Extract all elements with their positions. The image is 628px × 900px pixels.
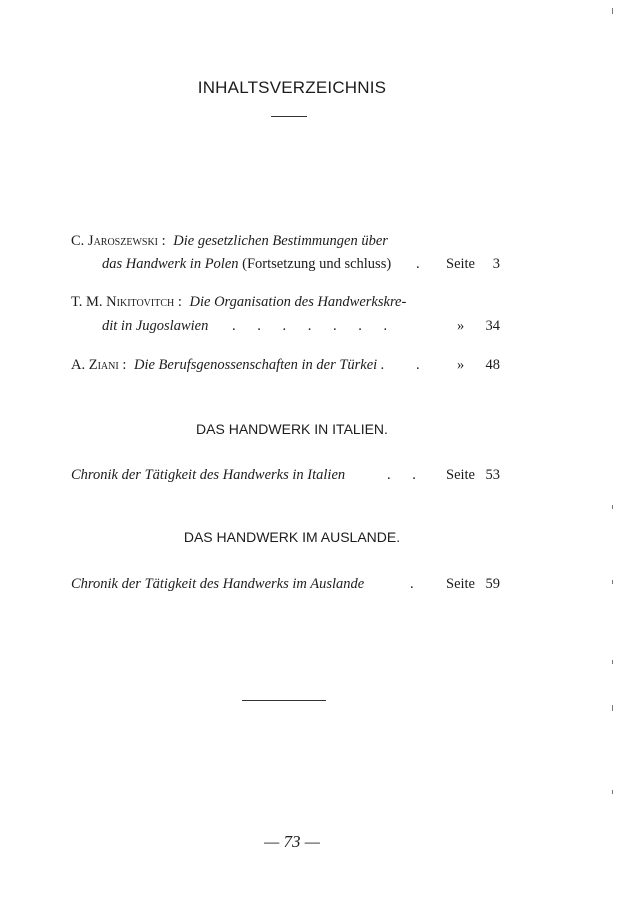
entry-author: A. Ziani [71,357,119,373]
entry-author: C. Jaroszewski [71,233,159,249]
entry-title: Die Organisation des Handwerkskre- [189,294,407,310]
entry-page-label: » [457,357,465,373]
entry-separator: : [122,357,127,373]
entry-leader-dots: . [416,256,420,272]
entry-note: (Fortsetzung und schluss) [242,256,392,272]
entry-page-number: 34 [485,318,500,334]
scan-speck [612,705,613,711]
entry-author: T. M. Nikitovitch [71,294,175,310]
title-rule [271,116,307,117]
entry-title-continued: das Handwerk in Polen [102,256,239,272]
section-heading: DAS HANDWERK IN ITALIEN. [196,421,388,437]
entry-page-number: 53 [485,467,500,483]
closing-rule [242,700,326,701]
scan-speck [612,580,613,584]
entry-title: Die gesetzlichen Bestimmungen über [173,233,388,249]
scan-speck [612,8,613,14]
scan-speck [612,505,613,509]
entry-leader-dots: . . [387,467,425,483]
entry-page-label: Seite [446,576,475,592]
section-entry: Chronik der Tätigkeit des Handwerks im Auslande [71,576,365,592]
page-number: — 73 — [264,832,320,851]
entry-page-label: » [457,318,465,334]
entry-page-number: 48 [485,357,500,373]
entry-page-label: Seite [446,256,475,272]
entry-leader-dots: . . . . . . . [232,318,397,334]
scan-speck [612,660,613,664]
entry-separator: : [161,233,166,249]
entry-title-continued: dit in Jugoslawien [102,318,209,334]
section-entry: Chronik der Tätigkeit des Handwerks in Italien [71,467,346,483]
scan-speck [612,790,613,794]
entry-title: Die Berufsgenossenschaften in der Türkei . [133,357,385,373]
entry-page-number: 59 [485,576,500,592]
entry-leader-dots: . [416,357,420,373]
toc-title: INHALTSVERZEICHNIS [197,78,387,97]
section-heading: DAS HANDWERK IM AUSLANDE. [183,529,401,545]
entry-separator: : [177,294,182,310]
entry-page-number: 3 [492,256,500,272]
entry-leader-dots: . [410,576,414,592]
entry-page-label: Seite [446,467,475,483]
